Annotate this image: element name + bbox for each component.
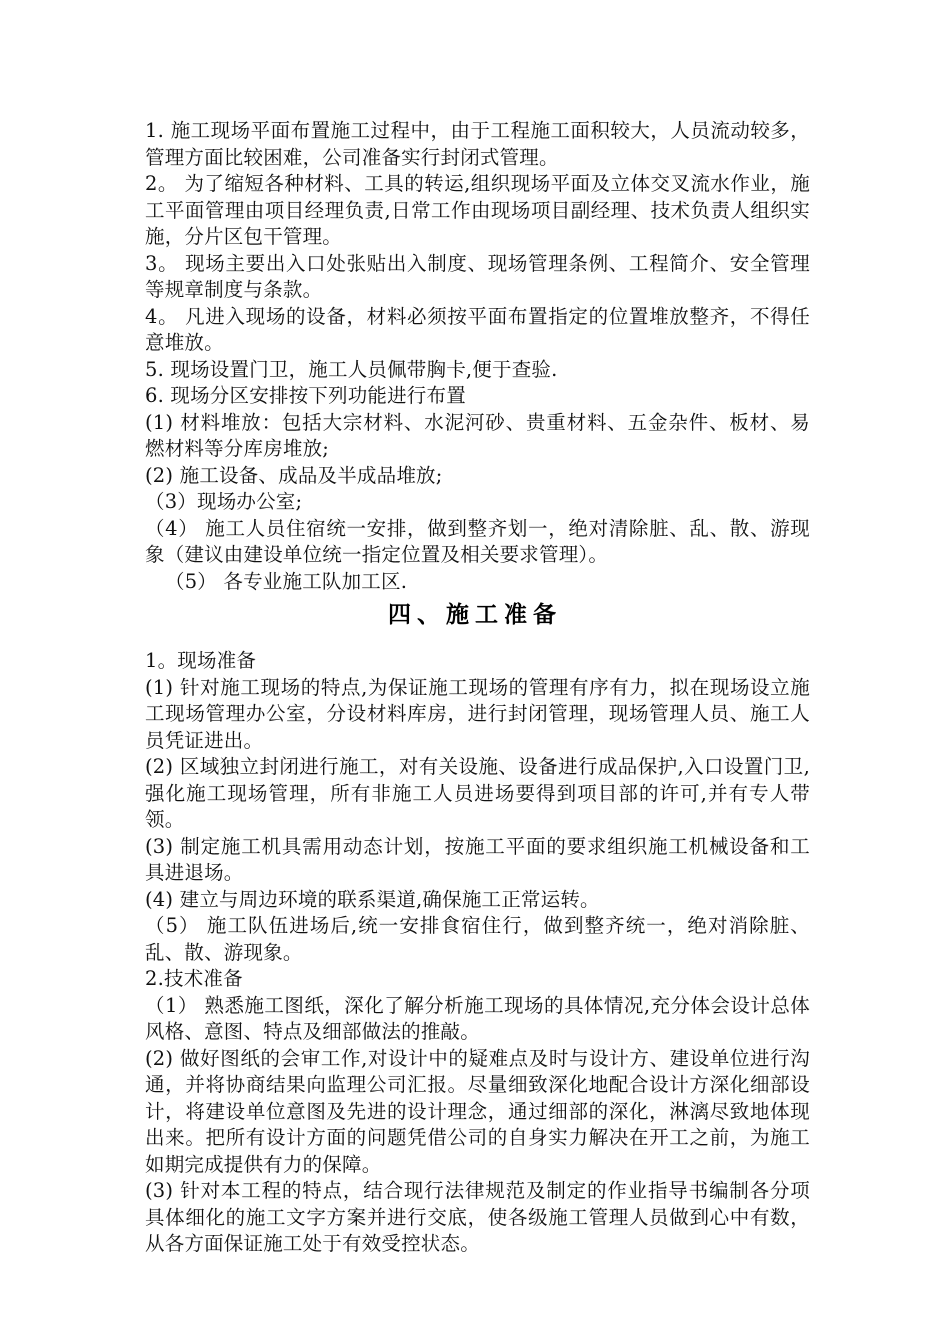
section-heading: 四、施工准备 xyxy=(388,601,562,628)
subheading: 1。现场准备 xyxy=(145,649,257,672)
construction-preparation-section xyxy=(145,648,810,1258)
site-layout-section xyxy=(145,118,810,595)
paragraph: （5） 各专业施工队加工区. xyxy=(165,569,408,593)
paragraph: (3) 制定施工机具需用动态计划，按施工平面的要求组织施工机械设备和工具进退场。 xyxy=(145,834,810,884)
paragraph: (2) 区域独立封闭进行施工，对有关设施、设备进行成品保护,入口设置门卫,强化施工现场管理，所有非施工人员进场要得到项目部的许可,并有专人带领。 xyxy=(145,755,810,831)
paragraph: 3。 现场主要出入口处张贴出入制度、现场管理条例、工程简介、安全管理等规章制度与条款。 xyxy=(145,251,810,301)
paragraph: (1) 材料堆放：包括大宗材料、水泥河砂、贵重材料、五金杂件、板材、易燃材料等分库房堆放; xyxy=(145,410,810,460)
paragraph: 1. 施工现场平面布置施工过程中，由于工程施工面积较大，人员流动较多，管理方面比较困难，公司准备实行封闭式管理。 xyxy=(145,119,810,169)
paragraph: (2) 施工设备、成品及半成品堆放; xyxy=(145,463,443,487)
paragraph: (2) 做好图纸的会审工作,对设计中的疑难点及时与设计方、建设单位进行沟通，并将协商结果向监理公司汇报。尽量细致深化地配合设计方深化细部设计，将建设单位意图及先进的设计理念，通过细部的深化，淋漓尽致地体现出来。把所有设计方面的问题凭借公司的自身实力解决在开工之前，为施工如期完成提供有力的保障。 xyxy=(145,1046,810,1176)
paragraph: 6. 现场分区安排按下列功能进行布置 xyxy=(145,384,466,407)
paragraph: (3) 针对本工程的特点，结合现行法律规范及制定的作业指导书编制各分项具体细化的施工文字方案并进行交底，使各级施工管理人员做到心中有数，从各方面保证施工处于有效受控状态。 xyxy=(145,1179,810,1255)
paragraph: (4) 建立与周边环境的联系渠道,确保施工正常运转。 xyxy=(145,887,600,911)
paragraph: 4。 凡进入现场的设备，材料必须按平面布置指定的位置堆放整齐，不得任意堆放。 xyxy=(145,304,810,354)
paragraph: （5） 施工队伍进场后,统一安排食宿住行，做到整齐统一，绝对消除脏、乱、散、游现象。 xyxy=(145,914,810,964)
paragraph: (1) 针对施工现场的特点,为保证施工现场的管理有序有力，拟在现场设立施工现场管理办公室，分设材料库房，进行封闭管理，现场管理人员、施工人员凭证进出。 xyxy=(145,675,810,752)
paragraph: 2。 为了缩短各种材料、工具的转运,组织现场平面及立体交叉流水作业，施工平面管理由项目经理负责,日常工作由现场项目副经理、技术负责人组织实施，分片区包干管理。 xyxy=(145,172,810,248)
subheading: 2.技术准备 xyxy=(145,967,243,990)
paragraph: （3）现场办公室; xyxy=(145,490,303,513)
paragraph: 5. 现场设置门卫，施工人员佩带胸卡,便于查验. xyxy=(145,357,558,381)
paragraph: （4） 施工人员住宿统一安排，做到整齐划一，绝对清除脏、乱、散、游现象（建议由建设单位统一指定位置及相关要求管理）。 xyxy=(145,516,810,566)
paragraph: （1） 熟悉施工图纸，深化了解分析施工现场的具体情况,充分体会设计总体风格、意图、特点及细部做法的推敲。 xyxy=(145,993,810,1043)
